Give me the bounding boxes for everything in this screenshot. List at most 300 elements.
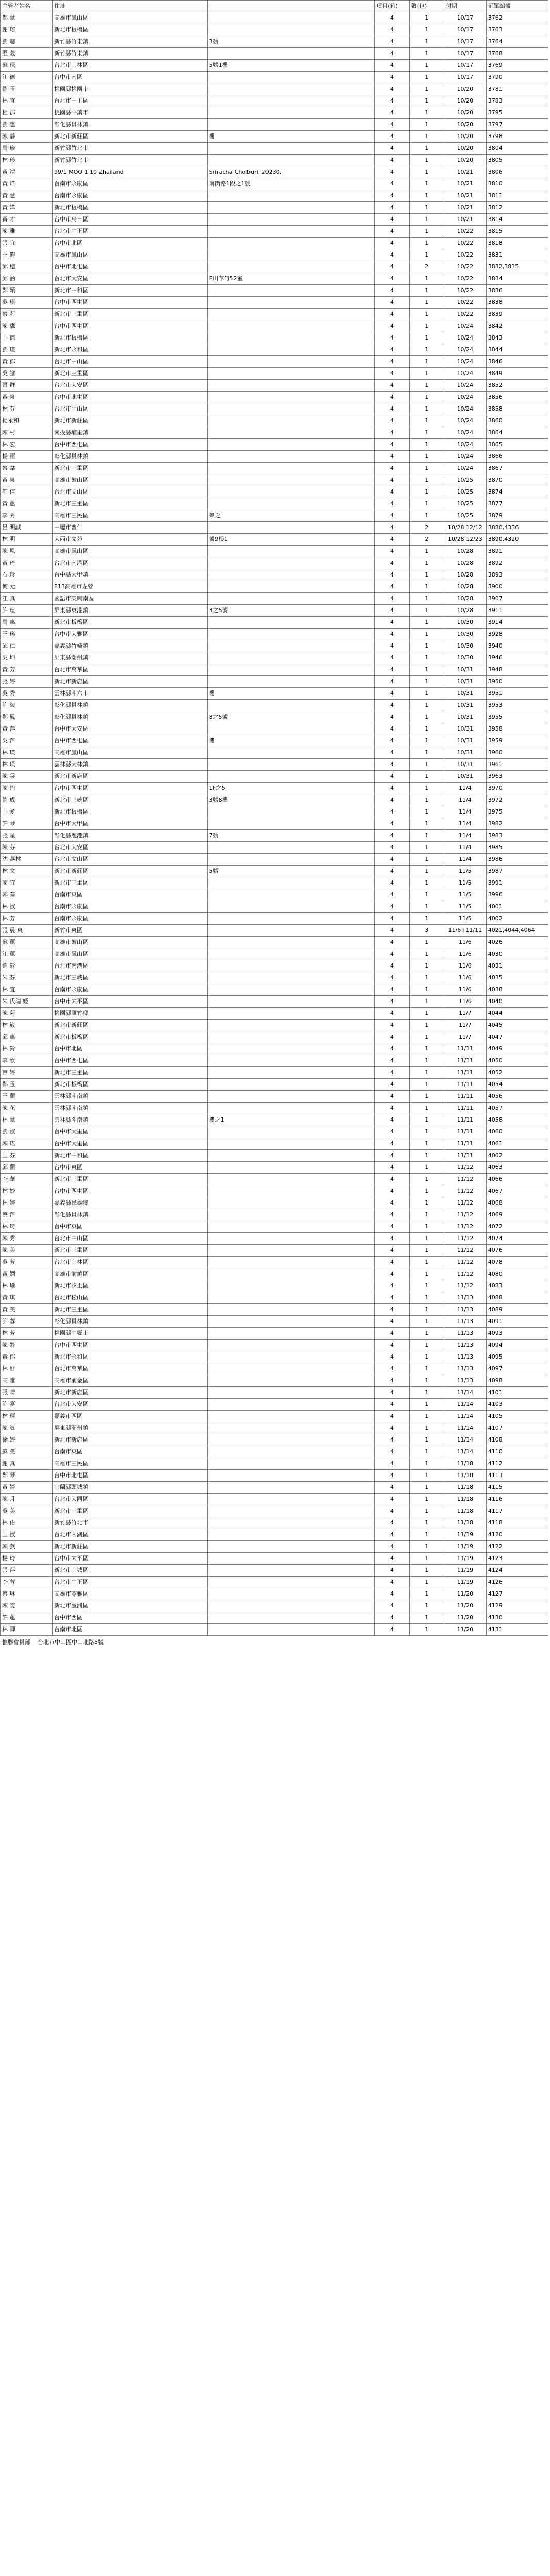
cell-note [207, 1458, 375, 1470]
cell-date: 10/28 [444, 557, 486, 569]
cell-order-number: 3970 [486, 783, 548, 794]
table-row [1, 1268, 548, 1280]
cell-address: 新北市新店區 [53, 771, 208, 783]
cell-address: 高雄市鼓山區 [53, 474, 208, 486]
table-row [1, 72, 548, 83]
cell-items: 4 [375, 617, 409, 629]
cell-address: 屏東縣潮州鎮 [53, 652, 208, 664]
cell-name: 林 淑 [1, 901, 53, 913]
cell-note [207, 1387, 375, 1399]
table-row [1, 1624, 548, 1636]
cell-date: 11/12 [444, 1233, 486, 1245]
table-row [1, 830, 548, 842]
cell-items: 4 [375, 143, 409, 155]
cell-packs: 1 [409, 593, 444, 605]
cell-items: 4 [375, 1245, 409, 1257]
cell-date: 10/21 [444, 202, 486, 214]
cell-date: 10/30 [444, 617, 486, 629]
cell-items: 4 [375, 1209, 409, 1221]
cell-order-number: 4117 [486, 1505, 548, 1517]
cell-items: 4 [375, 830, 409, 842]
cell-address: 新北市中和區 [53, 1150, 208, 1162]
cell-date: 11/12 [444, 1209, 486, 1221]
cell-name: 吳 諭 [1, 368, 53, 380]
cell-note [207, 320, 375, 332]
cell-address: 新北市新莊區 [53, 1020, 208, 1031]
cell-order-number: 3836 [486, 285, 548, 297]
table-row [1, 866, 548, 877]
cell-packs: 1 [409, 166, 444, 178]
cell-note [207, 356, 375, 368]
cell-packs: 1 [409, 1446, 444, 1458]
cell-name: 邱 惠 [1, 1031, 53, 1043]
cell-items: 4 [375, 1399, 409, 1411]
table-row [1, 617, 548, 629]
table-row [1, 1588, 548, 1600]
cell-name: 朱 氏瑞 姬 [1, 996, 53, 1008]
cell-name: 吳 芳 [1, 1257, 53, 1268]
cell-items: 4 [375, 1505, 409, 1517]
cell-name: 蔡 婷 [1, 1067, 53, 1079]
cell-items: 4 [375, 948, 409, 960]
cell-note [207, 1138, 375, 1150]
cell-date: 11/5 [444, 866, 486, 877]
cell-order-number: 3880,4336 [486, 522, 548, 534]
cell-date: 10/30 [444, 629, 486, 640]
cell-name: 蔡 莉 [1, 309, 53, 320]
cell-items: 4 [375, 771, 409, 783]
cell-date: 10/17 [444, 48, 486, 60]
cell-packs: 1 [409, 1577, 444, 1588]
cell-date: 11/19 [444, 1577, 486, 1588]
table-row [1, 1316, 548, 1328]
cell-date: 11/5 [444, 889, 486, 901]
cell-items: 4 [375, 273, 409, 285]
cell-packs: 1 [409, 700, 444, 711]
cell-packs: 1 [409, 1150, 444, 1162]
cell-address: 新北市汐止區 [53, 1280, 208, 1292]
table-row [1, 107, 548, 119]
table-row [1, 1505, 548, 1517]
cell-order-number: 3832,3835 [486, 261, 548, 273]
cell-note [207, 1174, 375, 1185]
cell-date: 11/11 [444, 1114, 486, 1126]
cell-name: 蔡 琳 [1, 1588, 53, 1600]
cell-packs: 1 [409, 1221, 444, 1233]
cell-name: 陳 雅 [1, 226, 53, 238]
cell-address: 新北市三重區 [53, 877, 208, 889]
cell-name: 黃 琪 [1, 1292, 53, 1304]
cell-note: 8之5號 [207, 711, 375, 723]
cell-order-number: 3769 [486, 60, 548, 72]
table-row [1, 1529, 548, 1541]
cell-order-number: 4095 [486, 1351, 548, 1363]
cell-order-number: 3852 [486, 380, 548, 392]
cell-order-number: 3874 [486, 486, 548, 498]
cell-order-number: 3963 [486, 771, 548, 783]
cell-order-number: 3983 [486, 830, 548, 842]
cell-name: 周 瑜 [1, 143, 53, 155]
table-row [1, 320, 548, 332]
cell-address: 台北市中正區 [53, 226, 208, 238]
table-row [1, 297, 548, 309]
table-row [1, 1031, 548, 1043]
cell-address: 台北市士林區 [53, 1257, 208, 1268]
cell-name: 沈 燕林 [1, 854, 53, 866]
cell-packs: 1 [409, 1031, 444, 1043]
cell-note [207, 1482, 375, 1494]
cell-note: E川華勻52室 [207, 273, 375, 285]
cell-address: 台中市大雅區 [53, 629, 208, 640]
cell-order-number: 4094 [486, 1340, 548, 1351]
cell-name: 王 瑤 [1, 629, 53, 640]
cell-date: 10/22 [444, 273, 486, 285]
cell-address: 新北市三重區 [53, 1304, 208, 1316]
cell-packs: 1 [409, 309, 444, 320]
cell-note [207, 1422, 375, 1434]
table-row [1, 12, 548, 24]
cell-order-number: 4124 [486, 1565, 548, 1577]
cell-note [207, 1209, 375, 1221]
cell-note [207, 1612, 375, 1624]
cell-name: 江 真 [1, 593, 53, 605]
cell-date: 10/20 [444, 95, 486, 107]
cell-items: 4 [375, 1600, 409, 1612]
cell-order-number: 3797 [486, 119, 548, 131]
cell-date: 11/14 [444, 1411, 486, 1422]
cell-address: 嘉義市西區 [53, 1411, 208, 1422]
table-row [1, 24, 548, 36]
cell-order-number: 4108 [486, 1434, 548, 1446]
cell-address: 新竹縣竹北市 [53, 1517, 208, 1529]
cell-date: 11/19 [444, 1529, 486, 1541]
cell-order-number: 4080 [486, 1268, 548, 1280]
cell-packs: 1 [409, 368, 444, 380]
cell-items: 4 [375, 1565, 409, 1577]
cell-date: 11/13 [444, 1316, 486, 1328]
cell-note [207, 937, 375, 948]
cell-date: 10/30 [444, 640, 486, 652]
cell-date: 11/6 [444, 972, 486, 984]
cell-name: 許 嘉 [1, 1399, 53, 1411]
cell-date: 11/13 [444, 1375, 486, 1387]
cell-items: 4 [375, 498, 409, 510]
cell-order-number: 3891 [486, 546, 548, 557]
cell-address: 國語市榮興南區 [53, 593, 208, 605]
table-row [1, 451, 548, 463]
cell-packs: 1 [409, 72, 444, 83]
cell-items: 4 [375, 356, 409, 368]
cell-name: 劉 成 [1, 794, 53, 806]
cell-packs: 1 [409, 380, 444, 392]
cell-order-number: 4113 [486, 1470, 548, 1482]
cell-order-number: 3842 [486, 320, 548, 332]
cell-date: 11/12 [444, 1185, 486, 1197]
cell-date: 11/19 [444, 1565, 486, 1577]
cell-note [207, 1150, 375, 1162]
cell-order-number: 4078 [486, 1257, 548, 1268]
cell-packs: 1 [409, 1304, 444, 1316]
cell-date: 11/4 [444, 806, 486, 818]
cell-date: 11/19 [444, 1541, 486, 1553]
cell-name: 劉 玉 [1, 83, 53, 95]
header-row [1, 1, 548, 12]
cell-address: 台中市西屯區 [53, 320, 208, 332]
cell-order-number: 4030 [486, 948, 548, 960]
cell-items: 4 [375, 1280, 409, 1292]
cell-date: 11/12 [444, 1245, 486, 1257]
cell-note [207, 1375, 375, 1387]
cell-order-number: 4083 [486, 1280, 548, 1292]
cell-date: 11/18 [444, 1482, 486, 1494]
cell-packs: 2 [409, 261, 444, 273]
cell-order-number: 4062 [486, 1150, 548, 1162]
cell-order-number: 4072 [486, 1221, 548, 1233]
cell-name: 林 琦 [1, 1221, 53, 1233]
table-row [1, 143, 548, 155]
table-row [1, 534, 548, 546]
cell-address: 台中市西屯區 [53, 735, 208, 747]
cell-items: 4 [375, 474, 409, 486]
cell-name: 楊 玲 [1, 1553, 53, 1565]
cell-items: 4 [375, 605, 409, 617]
cell-name: 陳 鈴 [1, 1340, 53, 1351]
cell-address: 新竹縣竹北市 [53, 143, 208, 155]
table-row [1, 711, 548, 723]
cell-date: 11/5 [444, 901, 486, 913]
table-row [1, 581, 548, 593]
cell-order-number: 4044 [486, 1008, 548, 1020]
table-row [1, 842, 548, 854]
table-row [1, 593, 548, 605]
cell-name: 劉 鈴 [1, 960, 53, 972]
cell-address: 台南市永康區 [53, 901, 208, 913]
table-row [1, 1150, 548, 1162]
table-row [1, 48, 548, 60]
cell-name: 陳 月 [1, 1494, 53, 1505]
table-row [1, 771, 548, 783]
table-row [1, 794, 548, 806]
cell-packs: 1 [409, 1600, 444, 1612]
table-row [1, 1221, 548, 1233]
cell-order-number: 4060 [486, 1126, 548, 1138]
table-row [1, 403, 548, 415]
cell-date: 11/12 [444, 1280, 486, 1292]
table-row [1, 806, 548, 818]
cell-packs: 1 [409, 1458, 444, 1470]
cell-items: 4 [375, 1375, 409, 1387]
column-header: 數(包) [409, 1, 444, 12]
cell-order-number: 3953 [486, 700, 548, 711]
cell-items: 4 [375, 818, 409, 830]
cell-date: 11/11 [444, 1103, 486, 1114]
cell-note [207, 854, 375, 866]
cell-address: 台中縣大甲鎮 [53, 569, 208, 581]
cell-address: 台北市南港區 [53, 960, 208, 972]
table-row [1, 1411, 548, 1422]
footer-label: 惟聯會員部 [2, 1639, 30, 1646]
cell-note [207, 1091, 375, 1103]
cell-note [207, 1553, 375, 1565]
table-row [1, 439, 548, 451]
cell-order-number: 4038 [486, 984, 548, 996]
cell-note [207, 155, 375, 166]
table-row [1, 1067, 548, 1079]
table-row [1, 178, 548, 190]
cell-order-number: 4118 [486, 1517, 548, 1529]
cell-packs: 1 [409, 415, 444, 427]
cell-note [207, 1577, 375, 1588]
cell-note [207, 403, 375, 415]
cell-date: 11/12 [444, 1197, 486, 1209]
table-row [1, 1114, 548, 1126]
table-row [1, 1174, 548, 1185]
cell-order-number: 4093 [486, 1328, 548, 1340]
cell-address: 彰化縣員林鎮 [53, 711, 208, 723]
cell-order-number: 4054 [486, 1079, 548, 1091]
cell-items: 4 [375, 996, 409, 1008]
cell-address: 宜蘭縣頭城鎮 [53, 1482, 208, 1494]
cell-items: 4 [375, 1079, 409, 1091]
table-row [1, 119, 548, 131]
table-row [1, 36, 548, 48]
cell-name: 邱 蘭 [1, 1162, 53, 1174]
cell-name: 鄭 穎 [1, 285, 53, 297]
cell-date: 11/13 [444, 1292, 486, 1304]
cell-address: 台北市文山區 [53, 486, 208, 498]
cell-name: 黃 琦 [1, 557, 53, 569]
cell-order-number: 4067 [486, 1185, 548, 1197]
cell-items: 4 [375, 238, 409, 249]
cell-order-number: 4126 [486, 1577, 548, 1588]
cell-packs: 1 [409, 344, 444, 356]
cell-date: 10/31 [444, 735, 486, 747]
cell-items: 4 [375, 119, 409, 131]
cell-date: 11/11 [444, 1043, 486, 1055]
table-row [1, 190, 548, 202]
cell-note [207, 877, 375, 889]
cell-packs: 1 [409, 214, 444, 226]
table-row [1, 238, 548, 249]
cell-name: 鄭 琴 [1, 1470, 53, 1482]
cell-packs: 1 [409, 937, 444, 948]
cell-address: 彰化縣員林鎮 [53, 700, 208, 711]
cell-items: 4 [375, 463, 409, 474]
cell-items: 4 [375, 747, 409, 759]
cell-address: 新北市板橋區 [53, 1079, 208, 1091]
cell-name: 林 崴 [1, 1020, 53, 1031]
table-row [1, 83, 548, 95]
cell-items: 4 [375, 155, 409, 166]
cell-packs: 1 [409, 723, 444, 735]
cell-order-number: 4131 [486, 1624, 548, 1636]
cell-note [207, 1280, 375, 1292]
cell-address: 高雄市鳳山區 [53, 249, 208, 261]
cell-order-number: 4122 [486, 1541, 548, 1553]
cell-packs: 1 [409, 557, 444, 569]
table-row [1, 1079, 548, 1091]
cell-date: 11/4 [444, 830, 486, 842]
table-row [1, 1351, 548, 1363]
table-row [1, 1470, 548, 1482]
cell-note [207, 1268, 375, 1280]
table-row [1, 226, 548, 238]
cell-order-number: 4040 [486, 996, 548, 1008]
cell-date: 10/30 [444, 652, 486, 664]
cell-order-number: 3844 [486, 344, 548, 356]
cell-address: 新北市板橋區 [53, 1031, 208, 1043]
cell-note [207, 913, 375, 925]
table-row [1, 700, 548, 711]
cell-order-number: 4058 [486, 1114, 548, 1126]
cell-items: 4 [375, 972, 409, 984]
cell-order-number: 3804 [486, 143, 548, 155]
cell-address: 高雄市鳳山區 [53, 948, 208, 960]
cell-order-number: 3831 [486, 249, 548, 261]
cell-date: 11/6 [444, 948, 486, 960]
cell-name: 張 晴 [1, 1387, 53, 1399]
cell-packs: 1 [409, 1268, 444, 1280]
cell-address: 台中市大里區 [53, 1138, 208, 1150]
cell-name: 林 芳 [1, 913, 53, 925]
cell-address: 台中市北屯區 [53, 261, 208, 273]
cell-address: 台北市內湖區 [53, 1529, 208, 1541]
cell-date: 11/7 [444, 1008, 486, 1020]
cell-order-number: 3870 [486, 474, 548, 486]
cell-name: 林 文 [1, 866, 53, 877]
cell-packs: 1 [409, 273, 444, 285]
cell-items: 4 [375, 688, 409, 700]
cell-packs: 1 [409, 818, 444, 830]
cell-note [207, 1363, 375, 1375]
cell-packs: 1 [409, 297, 444, 309]
table-row [1, 1375, 548, 1387]
cell-note [207, 48, 375, 60]
cell-note: 5號 [207, 866, 375, 877]
cell-address: 高雄市前鎮區 [53, 1268, 208, 1280]
cell-packs: 1 [409, 1375, 444, 1387]
cell-date: 11/12 [444, 1257, 486, 1268]
cell-items: 4 [375, 723, 409, 735]
cell-address: 彰化縣員林鎮 [53, 119, 208, 131]
cell-date: 11/11 [444, 1091, 486, 1103]
cell-name: 黃 燁 [1, 178, 53, 190]
cell-items: 4 [375, 1446, 409, 1458]
cell-note [207, 1008, 375, 1020]
cell-packs: 1 [409, 1505, 444, 1517]
cell-order-number: 3762 [486, 12, 548, 24]
table-row [1, 937, 548, 948]
cell-address: 高雄市鳳山區 [53, 12, 208, 24]
cell-date: 11/14 [444, 1387, 486, 1399]
cell-address: 高雄市前金區 [53, 1375, 208, 1387]
cell-date: 11/11 [444, 1138, 486, 1150]
cell-note [207, 1529, 375, 1541]
cell-order-number: 3866 [486, 451, 548, 463]
cell-name: 黃 嬅 [1, 202, 53, 214]
cell-packs: 1 [409, 1387, 444, 1399]
cell-name: 張 萍 [1, 1565, 53, 1577]
table-row [1, 1020, 548, 1031]
cell-address: 雲林縣大林鎮 [53, 759, 208, 771]
cell-date: 10/24 [444, 451, 486, 463]
cell-date: 10/24 [444, 380, 486, 392]
table-row [1, 1422, 548, 1434]
cell-items: 4 [375, 854, 409, 866]
cell-order-number: 3987 [486, 866, 548, 877]
cell-packs: 1 [409, 569, 444, 581]
cell-name: 陳 瑤 [1, 1138, 53, 1150]
